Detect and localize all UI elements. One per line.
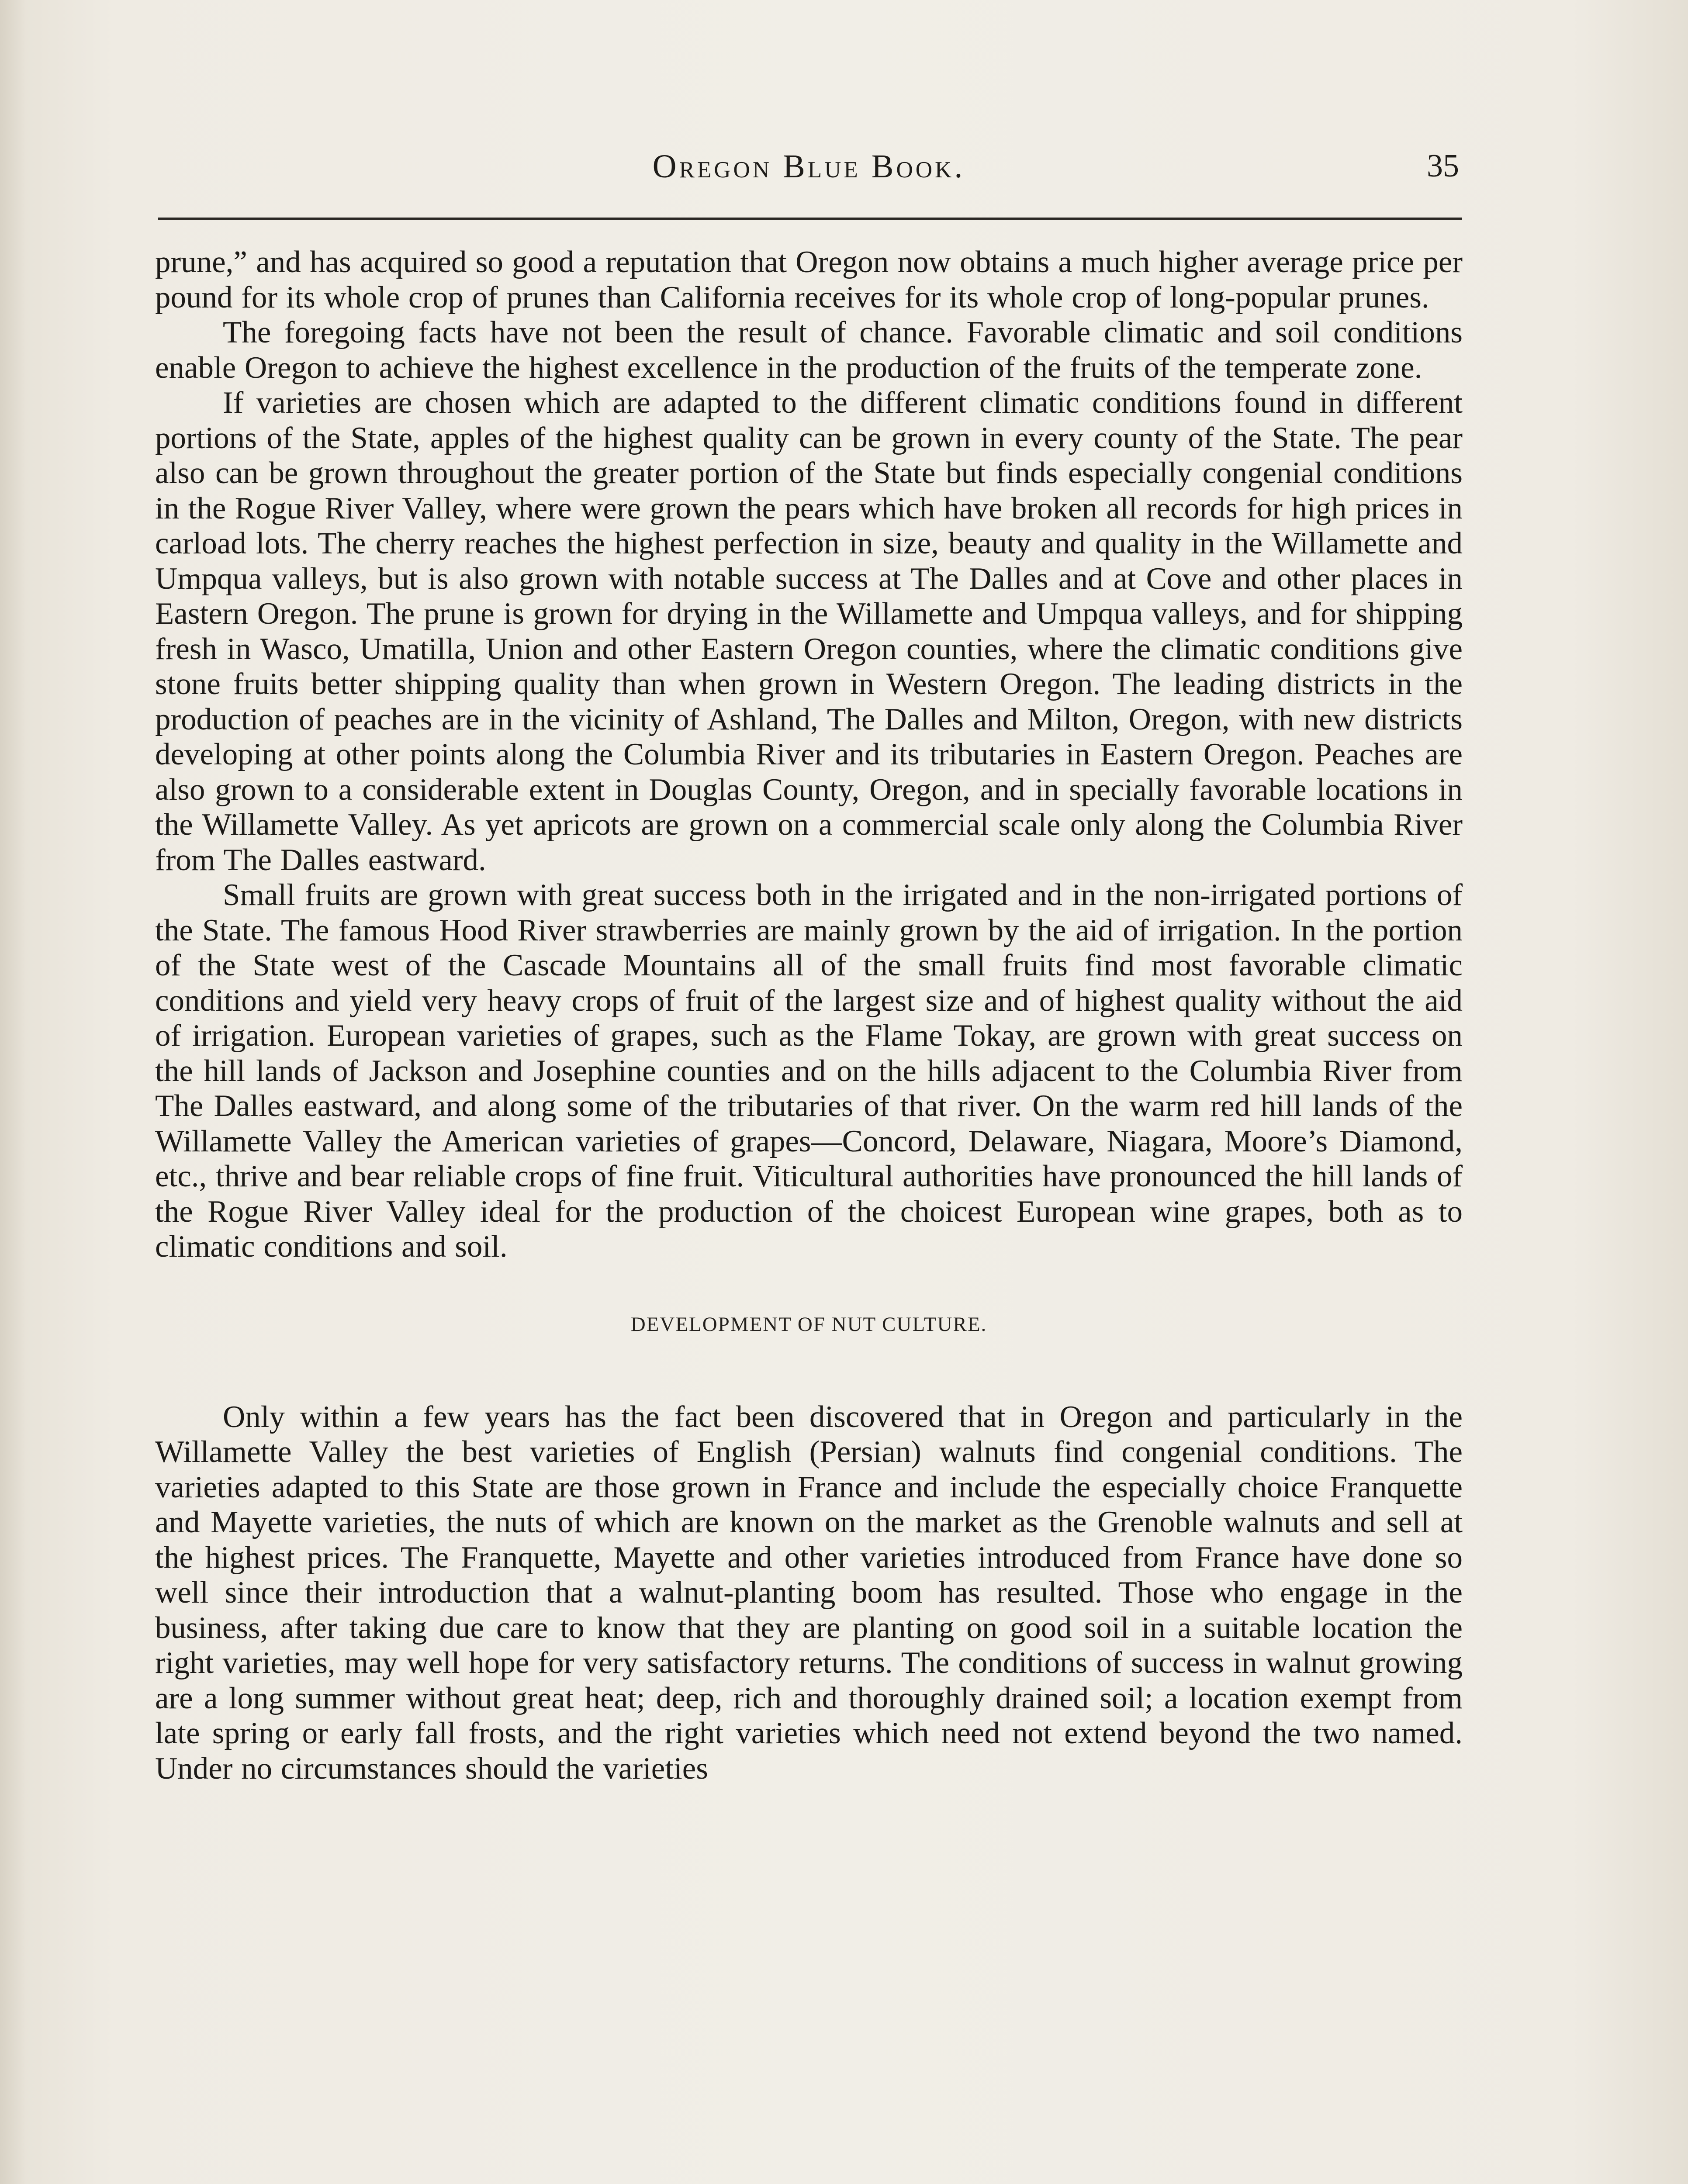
header-rule [158, 218, 1462, 220]
page-number: 35 [1427, 148, 1459, 184]
paragraph-fruit-varieties: If varieties are chosen which are adapted to the different climatic conditions found in different portions of the State, apples of the highest quality can be grown in every county of the State. The pear also can be grown throughout the greater portion of the State but finds especially congenial conditions in the Rogue River Valley, where were grown the pears which have broken all records for high prices in carload lots. The cherry reaches the highest perfection in size, beauty and quality in the Willamette and Umpqua valleys, but is also grown with notable success at The Dalles and at Cove and other places in Eastern Oregon. The prune is grown for drying in the Willamette and Umpqua valleys, and for shipping fresh in Wasco, Umatilla, Union and other Eastern Oregon counties, where the climatic conditions give stone fruits better shipping quality than when grown in Western Oregon. The leading districts in the production of peaches are in the vicinity of Ashland, The Dalles and Milton, Oregon, with new districts developing at other points along the Columbia River and its tributaries in Eastern Oregon. Peaches are also grown to a considerable extent in Douglas County, Oregon, and in specially favorable locations in the Willamette Valley. As yet apricots are grown on a commercial scale only along the Columbia River from The Dalles eastward. [155, 386, 1463, 877]
paragraph-favorable-conditions: The foregoing facts have not been the result of chance. Favorable climatic and soil conditions enable Oregon to achieve the highest excellence in the production of the fruits of the temperate zone. [155, 315, 1463, 385]
page-header [155, 148, 1466, 191]
page-gutter-shadow [0, 0, 26, 2184]
section-heading: DEVELOPMENT OF NUT CULTURE. [630, 1313, 987, 1336]
paragraph-prune-reputation: prune,” and has acquired so good a reputation that Oregon now obtains a much higher average price per pound for its whole crop of prunes than California receives for its whole crop of long-popular prunes. [155, 245, 1463, 314]
body-text [155, 245, 1463, 1786]
running-title: Oregon Blue Book. [652, 148, 965, 185]
paragraph-small-fruits: Small fruits are grown with great success both in the irrigated and in the non-irrigated portions of the State. The famous Hood River strawberries are mainly grown by the aid of irrigation. In the portion of the State west of the Cascade Mountains all of the small fruits find most favorable climatic conditions and yield very heavy crops of fruit of the largest size and of highest quality without the aid of irrigation. European varieties of grapes, such as the Flame Tokay, are grown with great success on the hill lands of Jackson and Josephine counties and on the hills adjacent to the Columbia River from The Dalles eastward, and along some of the tributaries of that river. On the warm red hill lands of the Willamette Valley the American varieties of grapes—Concord, Delaware, Niagara, Moore’s Diamond, etc., thrive and bear reliable crops of fine fruit. Viticultural authorities have pronounced the hill lands of the Rogue River Valley ideal for the production of the choicest European wine grapes, both as to climatic conditions and soil. [155, 878, 1463, 1264]
paragraph-nut-culture: Only within a few years has the fact been discovered that in Oregon and particularly in the Willamette Valley the best varieties of English (Persian) walnuts find congenial conditions. The varieties adapted to this State are those grown in France and include the especially choice Franquette and Mayette varieties, the nuts of which are known on the market as the Grenoble walnuts and sell at the highest prices. The Franquette, Mayette and other varieties introduced from France have done so well since their introduction that a walnut-planting boom has resulted. Those who engage in the business, after taking due care to know that they are planting on good soil in a suitable location the right varieties, may well hope for very satisfactory returns. The conditions of success in walnut growing are a long summer without great heat; deep, rich and thoroughly drained soil; a location exempt from late spring or early fall frosts, and the right varieties which need not extend beyond the two named. Under no circumstances should the varieties [155, 1400, 1463, 1786]
